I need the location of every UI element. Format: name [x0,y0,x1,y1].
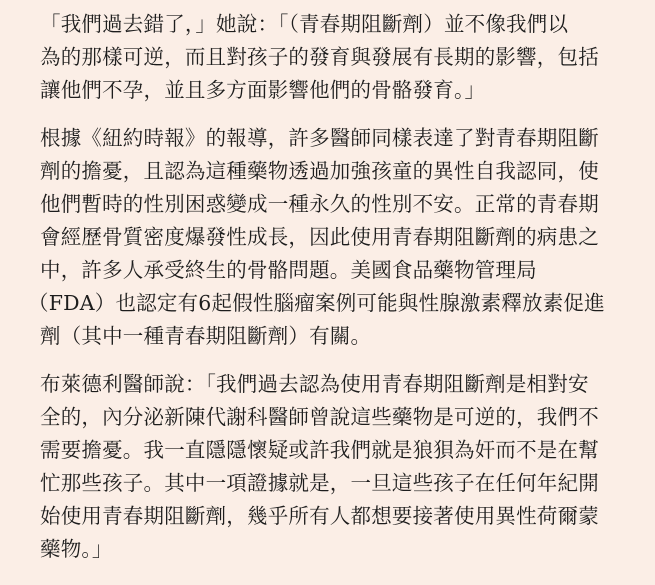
text-line: 中，許多人承受終生的骨骼問題。美國食品藥物管理局 [40,258,537,282]
text-line: 布萊德利醫師說：「我們過去認為使用青春期阻斷劑是相對安 [40,372,589,396]
text-line: 根據《紐約時報》的報導，許多醫師同樣表達了對青春期阻斷 [40,126,599,150]
paragraph-quote [40,8,643,107]
text-line: 為的那樣可逆，而且對孩子的發育與發展有長期的影響，包括 [40,45,599,69]
text-line: 「我們過去錯了，」她說：「（青春期阻斷劑）並不像我們以 [40,12,569,36]
text-line: 劑（其中一種青春期阻斷劑）有關。 [40,324,372,348]
paragraph-bradley-quote [40,368,643,566]
text-line: 劑的擔憂，且認為這種藥物透過加強孩童的異性自我認同，使 [40,159,599,183]
text-line: 會經歷骨質密度爆發性成長，因此使用青春期阻斷劑的病患之 [40,225,599,249]
text-line: 他們暫時的性別困惑變成一種永久的性別不安。正常的青春期 [40,192,599,216]
text-line: 讓他們不孕，並且多方面影響他們的骨骼發育。」 [40,78,486,102]
text-line: 忙那些孩子。其中一項證據就是，一旦這些孩子在任何年紀開 [40,471,599,495]
text-line: 全的，內分泌新陳代謝科醫師曾說這些藥物是可逆的，我們不 [40,405,599,429]
text-line: （FDA）也認定有6起假性腦瘤案例可能與性腺激素釋放素促進 [28,291,605,315]
paragraph-nyt-report [28,122,643,353]
text-line: 藥物。」 [40,537,113,561]
text-line: 需要擔憂。我一直隱隱懷疑或許我們就是狼狽為奸而不是在幫 [40,438,599,462]
text-line: 始使用青春期阻斷劑，幾乎所有人都想要接著使用異性荷爾蒙 [40,504,599,528]
